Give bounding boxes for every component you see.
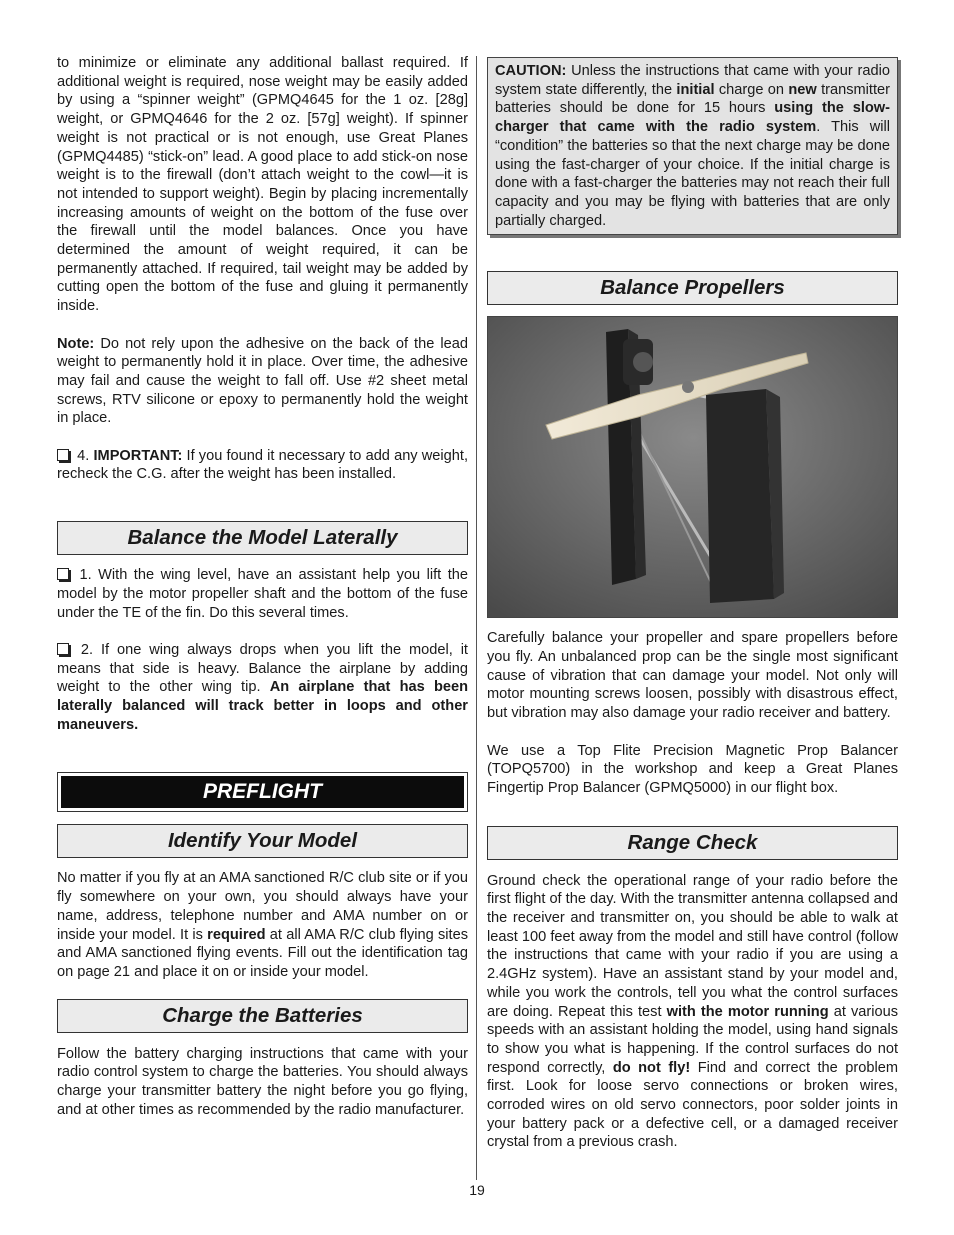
ballast-paragraph: to minimize or eliminate any additional ballast required. If additional weight is required, nose weight may be easily added by using a “spinner weight” (GPMQ4645 for the 1 oz. [28g] weight, or GPMQ4646 for the 2 oz. [57g] weight). If spinner weight is not practical or is not enough, use Great Planes (GPMQ4485) “stick-on” lead. A good place to add stick-on nose weight is to the firewall (don’t attach weight to the cowl—it is not intended to support weight). Begin by placing incrementally increasing amounts of weight on the bottom of the fuse over the firewall until the model balances. Once you have determined the amount of weight required, it can be permanently attached. If required, tail weight may be added by cutting open the bottom of the fuse and gluing it permanently inside. [57, 55, 468, 315]
caution-box: CAUTION: Unless the instructions that came with your radio system state differently, the initial charge on new transmitter batteries should be done for 15 hours using the slow-charger that came with the radio system. This will “condition” the batteries so that the next charge may be done using the fast-charger of your choice. If the initial charge is done with a fast-charger the batteries may not reach their full capacity and you may be flying with batteries that are only partially charged. [487, 57, 898, 235]
important-label: IMPORTANT: [93, 447, 183, 464]
preflight-banner: PREFLIGHT [57, 772, 468, 812]
note-label: Note: [57, 335, 95, 352]
lateral-step-1: 1. With the wing level, have an assistant help you lift the model by the motor propeller shaft and the bottom of the fuse under the TE of the fin. Do this several times. [57, 567, 468, 621]
propellers-paragraph-2: We use a Top Flite Precision Magnetic Prop Balancer (TOPQ5700) in the workshop and keep a Great Planes Fingertip Prop Balancer (GPMQ5000) in our flight box. [487, 742, 898, 796]
section-heading-charge-batteries: Charge the Batteries [57, 999, 468, 1033]
step-number: 4. [77, 447, 94, 464]
note-text: Do not rely upon the adhesive on the back of the lead weight to permanently hold it in place. Over time, the adhesive may fail and cause the weight to fall off. Use #2 sheet metal screws, RTV silicone or epoxy to permanently hold the weight in place. [57, 335, 468, 427]
section-heading-range-check: Range Check [487, 826, 898, 860]
propellers-paragraph-1: Carefully balance your propeller and spare propellers before you fly. An unbalanced prop can be the single most significant cause of vibration that can damage your model. Not only will motor mounting screws loosen, possibly with disastrous effect, but vibration may also damage your radio receiver and battery. [487, 630, 898, 722]
section-heading-balance-laterally: Balance the Model Laterally [57, 521, 468, 555]
checkbox-icon[interactable] [57, 449, 69, 461]
right-column [487, 57, 898, 1152]
lateral-step-2: 2. If one wing always drops when you lift the model, it means that side is heavy. Balance the airplane by adding weight to the other wing tip. An airplane that has been laterally balanced will track better in loops and other maneuvers. [57, 641, 469, 733]
charge-paragraph: Follow the battery charging instructions that came with your radio control system to charge the batteries. You should always charge your transmitter battery the night before you go flying, and at other times as recommended by the radio manufacturer. [57, 1045, 468, 1118]
page-number: 19 [469, 1182, 485, 1198]
step-4-text: If you found it necessary to add any weight, recheck the C.G. after the weight has been installed. [57, 447, 468, 483]
caution-label: CAUTION: [495, 63, 567, 79]
checkbox-icon[interactable] [57, 568, 69, 580]
prop-balancer-photo [487, 316, 898, 618]
range-check-paragraph: Ground check the operational range of your radio before the first flight of the day. With the transmitter antenna collapsed and the receiver and transmitter on, you should be able to walk at least 100 feet away from the model and still have control (follow the instructions that came with your radio if you are using a 2.4GHz system). Have an assistant stand by your model and, while you work the controls, tell you what the control surfaces are doing. Repeat this test with the motor running at various speeds with an assistant holding the model, using hand signals to show you what is happening. If the control surfaces do not respond correctly, do not fly! Find and correct the problem first. Look for loose servo connections or broken wires, corroded wires on old servo connectors, poor solder joints in your battery pack or a defective cell, or a damaged receiver crystal from a previous crash. [487, 872, 899, 1151]
checkbox-icon[interactable] [57, 643, 69, 655]
note-paragraph [57, 335, 468, 429]
left-column [57, 54, 468, 1119]
section-heading-identify-model: Identify Your Model [57, 824, 468, 858]
column-divider [476, 56, 477, 1180]
step-4 [57, 447, 468, 484]
identify-paragraph: No matter if you fly at an AMA sanctioned R/C club site or if you fly somewhere on your own, you should always have your name, address, telephone number and AMA number on or inside your model. It is required at all AMA R/C club flying sites and AMA sanctioned flying events. Fill out the identification tag on page 21 and place it on or inside your model. [57, 870, 468, 980]
section-heading-balance-propellers: Balance Propellers [487, 271, 898, 305]
